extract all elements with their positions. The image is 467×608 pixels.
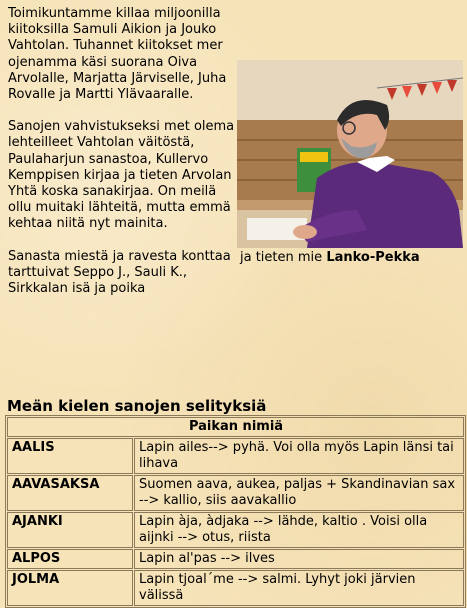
definition-cell: Lapin tjoal´me --> salmi. Lyhyt joki järvien välissä [134, 570, 464, 606]
table-row [7, 549, 464, 569]
definition-cell: Lapin al'pas --> ilves [134, 549, 464, 569]
term-cell: AAVASAKSA [7, 475, 133, 511]
caption-text: ja tieten mie [240, 250, 323, 265]
table-row [7, 512, 464, 548]
table-row [7, 570, 464, 606]
photo-lanko-pekka [237, 60, 463, 248]
table-header: Paikan nimiä [7, 417, 464, 437]
intro-paragraph: Sanasta miestä ja ravesta konttaa tarttuivat Seppo J., Sauli K., Sirkkalan isä ja poika [8, 248, 231, 297]
intro-paragraph: Toimikuntamme killaa miljoonilla kiitoksilla Samuli Aikion ja Jouko Vahtolan. Tuhannet kiitokset mer ojenamma käsi suorana Oiva Arvolalle, Marjatta Järviselle, Juha Rovalle ja Martti Ylävaaralle. [8, 6, 227, 103]
intro-text [8, 6, 236, 313]
definition-cell: Suomen aava, aukea, paljas + Skandinavian sax --> kallio, siis aavakallio [134, 475, 464, 511]
section-title: Meän kielen sanojen selityksiä [7, 397, 267, 415]
photo-caption [240, 250, 420, 266]
glossary-table [5, 415, 466, 608]
term-cell: JOLMA [7, 570, 133, 606]
photo-illustration [237, 60, 463, 248]
caption-name: Lanko-Pekka [326, 250, 420, 265]
table-row [7, 475, 464, 511]
table-header-row [7, 417, 464, 437]
definition-cell: Lapin ailes--> pyhä. Voi olla myös Lapin länsi tai lihava [134, 438, 464, 474]
term-cell: AJANKI [7, 512, 133, 548]
term-cell: AALIS [7, 438, 133, 474]
table-row [7, 438, 464, 474]
definition-cell: Lapin àja, àdjaka --> lähde, kaltio . Voisi olla aijnki --> otus, riista [134, 512, 464, 548]
term-cell: ALPOS [7, 549, 133, 569]
intro-paragraph: Sanojen vahvistukseksi met olema lehteilleet Vahtolan väitöstä, Paulaharjun sanastoa, Kullervo Kemppisen kirjaa ja tieten Arvolan Yhtä koska sanakirjaa. On meilä ollu muitaki lähteitä, mutta emmä kehtaa niitä nyt mainita. [8, 119, 235, 232]
